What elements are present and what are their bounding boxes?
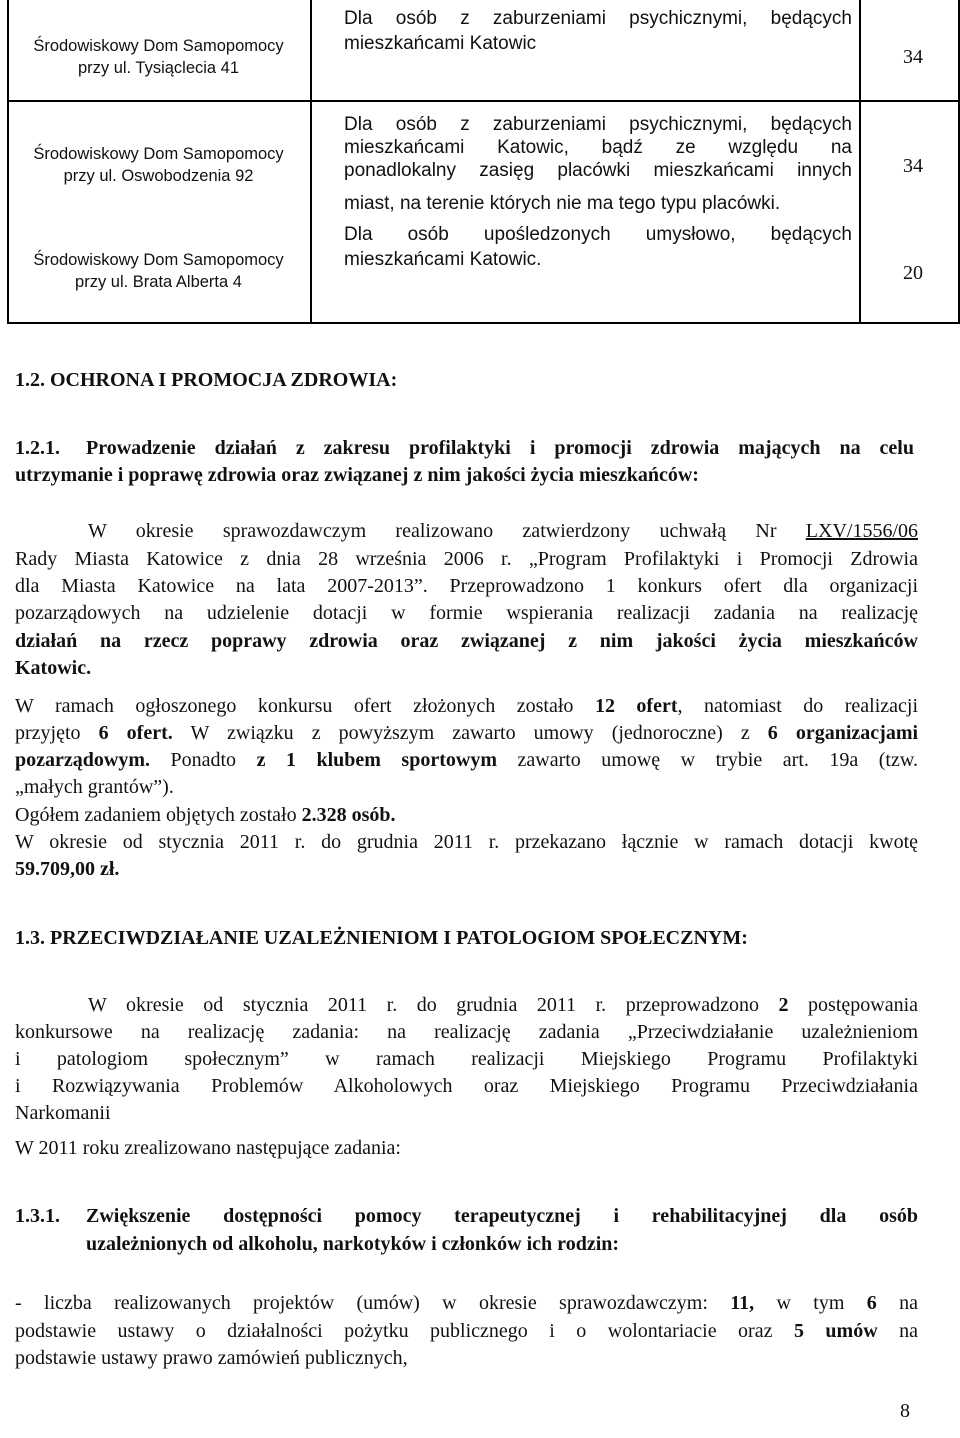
list-item: podstawie ustawy prawo zamówień publicznych,	[15, 1347, 408, 1369]
paragraph-line: i Rozwiązywania Problemów Alkoholowych oraz Miejskiego Programu Przeciwdziałania	[15, 1075, 918, 1097]
table-divider-1	[310, 0, 312, 324]
paragraph-line: działań na rzecz poprawy zdrowia oraz związanej z nim jakości życia mieszkańców	[15, 630, 918, 652]
paragraph-line: „małych grantów”).	[15, 776, 174, 798]
table-cell-count: 34	[903, 46, 923, 68]
paragraph-line: W 2011 roku zrealizowano następujące zadania:	[15, 1137, 401, 1159]
subsection-title: utrzymanie i poprawę zdrowia oraz związanej z nim jakości życia mieszkańców:	[15, 464, 699, 486]
paragraph-line: W okresie sprawozdawczym realizowano zatwierdzony uchwałą Nr LXV/1556/06	[88, 520, 918, 542]
table-cell-count: 34	[903, 155, 923, 177]
table-cell-place: Środowiskowy Dom Samopomocy przy ul. Oswobodzenia 92	[33, 145, 284, 185]
table-cell-description: Dla osób upośledzonych umysłowo, będących	[344, 224, 852, 245]
table-divider-2	[859, 0, 861, 324]
paragraph-line: przyjęto 6 ofert. W związku z powyższym zawarto umowy (jednoroczne) z 6 organizacjami	[15, 722, 919, 744]
table-cell-description: Dla osób z zaburzeniami psychicznymi, będących mieszkańcami Katowic, bądź ze względu na ponadlokalny zasięg placówki mieszkańcami innych	[344, 114, 852, 181]
subsection-number: 1.3.1.	[15, 1205, 60, 1227]
subsection-title: Prowadzenie działań z zakresu profilaktyki i promocji zdrowia mających na celu	[86, 437, 914, 459]
list-item: - liczba realizowanych projektów (umów) w okresie sprawozdawczym: 11, w tym 6 na	[15, 1292, 919, 1314]
table-cell-description: Dla osób z zaburzeniami psychicznymi, będących	[344, 8, 852, 29]
paragraph-line: W ramach ogłoszonego konkursu ofert złożonych zostało 12 ofert, natomiast do realizacji	[15, 695, 919, 717]
grant-total: 59.709,00 zł.	[15, 858, 120, 880]
table-border-bottom	[7, 322, 960, 324]
section-heading: 1.3. PRZECIWDZIAŁANIE UZALEŻNIENIOM I PATOLOGIOM SPOŁECZNYM:	[15, 927, 748, 949]
paragraph-line: W okresie od stycznia 2011 r. do grudnia 2011 r. przeprowadzono 2 postępowania	[88, 994, 919, 1016]
paragraph-line: Katowic.	[15, 657, 92, 679]
section-heading: 1.2. OCHRONA I PROMOCJA ZDROWIA:	[15, 369, 398, 391]
table-cell-description: mieszkańcami Katowic.	[344, 249, 542, 270]
paragraph-line: konkursowe na realizację zadania: na realizację zadania „Przeciwdziałanie uzależnieniom	[15, 1021, 918, 1043]
list-item: podstawie ustawy o działalności pożytku publicznego i o wolontariacie oraz 5 umów na	[15, 1320, 918, 1342]
paragraph-line: pozarządowych na udzielenie dotacji w formie wspierania realizacji zadania na realizację	[15, 602, 918, 624]
paragraph-line: pozarządowym. Ponadto z 1 klubem sportowym zawarto umowę w trybie art. 19a (tzw.	[15, 749, 919, 771]
table-cell-count: 20	[903, 262, 923, 284]
subsection-title: uzależnionych od alkoholu, narkotyków i członków ich rodzin:	[86, 1233, 620, 1255]
paragraph-line: Rady Miasta Katowice z dnia 28 września 2006 r. „Program Profilaktyki i Promocji Zdrowia	[15, 548, 918, 570]
subsection-title: Zwiększenie dostępności pomocy terapeutycznej i rehabilitacyjnej dla osób	[86, 1205, 918, 1227]
paragraph-line: Narkomanii	[15, 1102, 111, 1124]
table-cell-place: Środowiskowy Dom Samopomocy przy ul. Tysiąclecia 41	[33, 37, 284, 77]
table-cell-description: mieszkańcami Katowic	[344, 33, 537, 54]
paragraph-line: i patologiom społecznym” w ramach realizacji Miejskiego Programu Profilaktyki	[15, 1048, 918, 1070]
subsection-number: 1.2.1.	[15, 437, 60, 459]
paragraph-line: Ogółem zadaniem objętych zostało 2.328 osób.	[15, 804, 396, 826]
paragraph-line: dla Miasta Katowice na lata 2007-2013”. Przeprowadzono 1 konkurs ofert dla organizacji	[15, 575, 919, 597]
table-row-divider	[7, 100, 960, 102]
paragraph-line: W okresie od stycznia 2011 r. do grudnia 2011 r. przekazano łącznie w ramach dotacji kwotę	[15, 831, 918, 853]
table-cell-place: Środowiskowy Dom Samopomocy przy ul. Brata Alberta 4	[33, 251, 284, 291]
page-number: 8	[900, 1400, 910, 1422]
table-cell-description: miast, na terenie których nie ma tego typu placówki.	[344, 193, 781, 214]
